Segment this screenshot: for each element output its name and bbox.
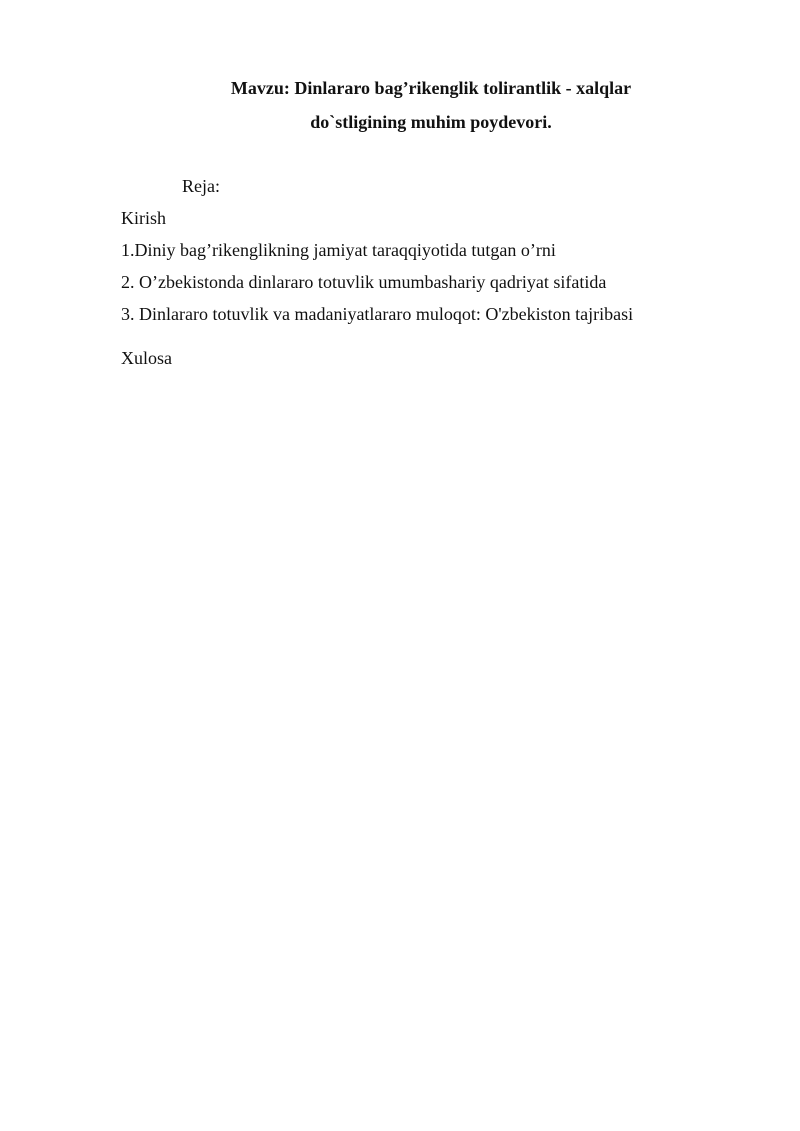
introduction-label: Kirish [121,208,166,228]
plan-item-3: 3. Dinlararo totuvlik va madaniyatlararo muloqot: O'zbekiston tajribasi [121,304,634,324]
conclusion-label: Xulosa [121,348,172,368]
document-title-line-1: Mavzu: Dinlararo bag’rikenglik tolirantlik - xalqlar [230,78,632,98]
plan-item-1: 1.Diniy bag’rikenglikning jamiyat taraqqiyotida tutgan o’rni [121,240,556,260]
plan-item-2: 2. O’zbekistonda dinlararo totuvlik umumbashariy qadriyat sifatida [121,272,607,292]
plan-heading: Reja: [182,176,220,196]
document-title-line-2: do`stligining muhim poydevori. [310,112,552,132]
